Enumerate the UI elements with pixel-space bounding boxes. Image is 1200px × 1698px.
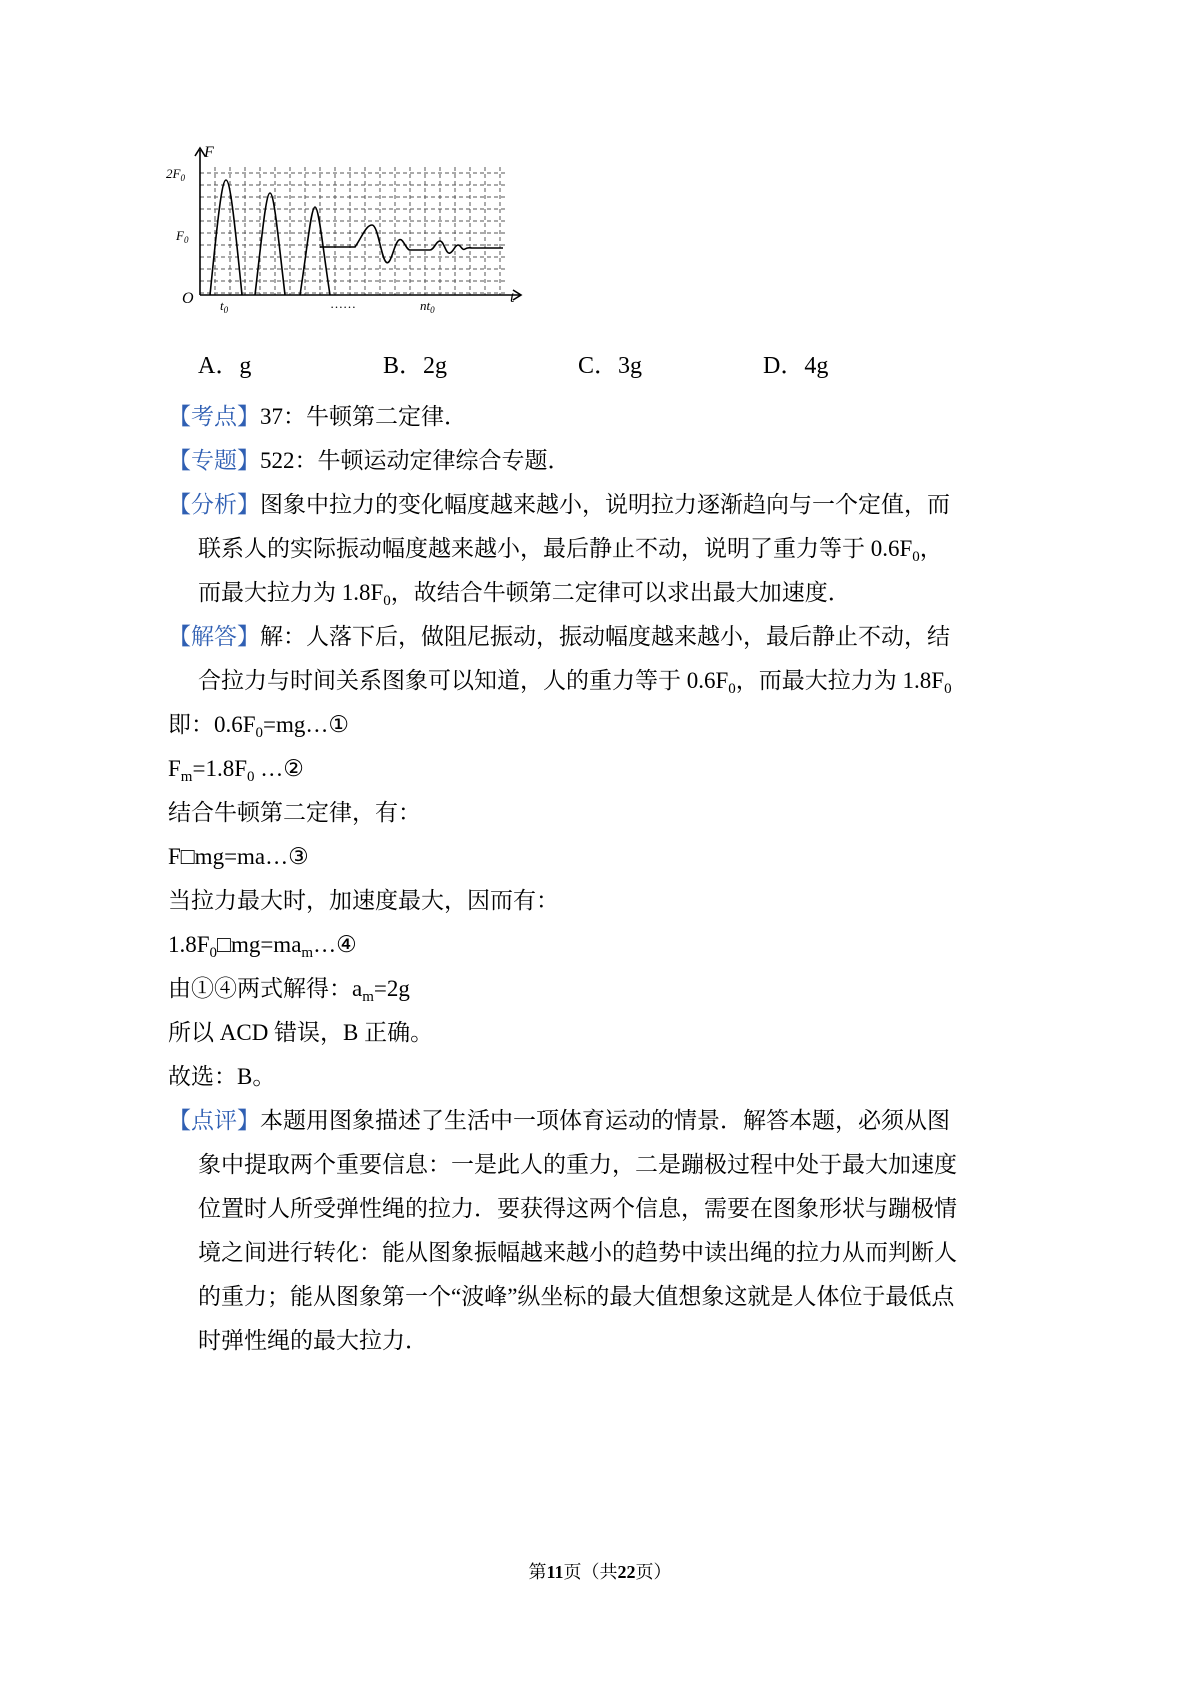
- zhuanti-tag: 【专题】: [168, 448, 260, 473]
- answer-options: [0, 345, 1200, 385]
- option-b[interactable]: B．2g: [383, 353, 448, 379]
- dianping-line-4: 境之间进行转化：能从图象振幅越来越小的趋势中读出绳的拉力从而判断人: [198, 1240, 957, 1265]
- axes: [195, 148, 521, 300]
- tick-t0-label: $t_0$: [220, 298, 229, 315]
- fenxi-line-3: 而最大拉力为 $1.8F_0$，故结合牛顿第二定律可以求出最大加速度．: [198, 580, 851, 609]
- jiehe-line: 结合牛顿第二定律，有：: [168, 800, 421, 825]
- jieda-tag: 【解答】: [168, 624, 260, 649]
- force-time-graph: [166, 144, 570, 340]
- equation-1: 即：$0.6F_0=mg\dots ①$: [168, 712, 350, 741]
- graph-svg: [166, 144, 570, 340]
- dianping-line-6: 时弹性绳的最大拉力．: [198, 1328, 428, 1353]
- equation-2: $F_m=1.8F_0$ …②: [168, 756, 304, 785]
- option-a[interactable]: A．g: [198, 353, 252, 379]
- dang-line: 当拉力最大时，加速度最大，因而有：: [168, 888, 559, 913]
- zhuanti-line: [168, 446, 571, 476]
- jieda-line-1: 【解答】解：人落下后，做阻尼振动，振动幅度越来越小，最后静止不动，结: [168, 624, 950, 649]
- kaodian-line: [168, 402, 467, 432]
- equation-3: F□mg=ma…③: [168, 844, 309, 869]
- kaodian-text: 37：牛顿第二定律．: [260, 404, 467, 429]
- total-pages: 22: [617, 1562, 636, 1582]
- page-footer: 第11页（共22页）: [528, 1562, 672, 1582]
- equation-4: $1.8F_0□mg=ma_m\dots ④$: [168, 932, 357, 961]
- dianping-line-3: 位置时人所受弹性绳的拉力．要获得这两个信息，需要在图象形状与蹦极情: [198, 1196, 957, 1221]
- jieda-line-2: 合拉力与时间关系图象可以知道，人的重力等于 $0.6F_0$，而最大拉力为 $1.8F_0$: [198, 668, 952, 697]
- dianping-tag: 【点评】: [168, 1108, 260, 1133]
- dianping-line-2: 象中提取两个重要信息：一是此人的重力，二是蹦极过程中处于最大加速度: [198, 1152, 957, 1177]
- guxuan-line: 故选：B。: [168, 1064, 276, 1089]
- page-number: 11: [546, 1562, 564, 1582]
- fenxi-tag: 【分析】: [168, 492, 260, 517]
- fenxi-line-2: 联系人的实际振动幅度越来越小，最后静止不动，说明了重力等于 $0.6F_0$，: [198, 536, 943, 565]
- origin-label: O: [182, 290, 194, 307]
- tick-f0-label: $F_0$: [176, 228, 189, 245]
- x-axis-label: t: [510, 289, 515, 306]
- tick-2f0-label: $2F_0$: [166, 166, 185, 183]
- kaodian-tag: 【考点】: [168, 404, 260, 429]
- suoyi-line: 所以 ACD 错误，B 正确。: [168, 1020, 434, 1045]
- dianping-line-1: 【点评】本题用图象描述了生活中一项体育运动的情景．解答本题，必须从图: [168, 1108, 950, 1133]
- option-d[interactable]: D．4g: [763, 353, 829, 379]
- grid: [200, 167, 505, 295]
- ellipsis-label: ……: [330, 296, 356, 311]
- fenxi-text-1: 图象中拉力的变化幅度越来越小，说明拉力逐渐趋向与一个定值，而: [260, 492, 950, 517]
- you-line: 由①④两式解得：$a_m=2g$: [168, 976, 410, 1005]
- y-axis-label: F: [204, 144, 214, 161]
- fenxi-line-1: [168, 490, 950, 520]
- zhuanti-text: 522：牛顿运动定律综合专题．: [260, 448, 571, 473]
- tick-nt0-label: $nt_0$: [420, 298, 435, 315]
- option-c[interactable]: C．3g: [578, 353, 643, 379]
- dianping-line-5: 的重力；能从图象第一个“波峰”纵坐标的最大值想象这就是人体位于最低点: [198, 1284, 955, 1309]
